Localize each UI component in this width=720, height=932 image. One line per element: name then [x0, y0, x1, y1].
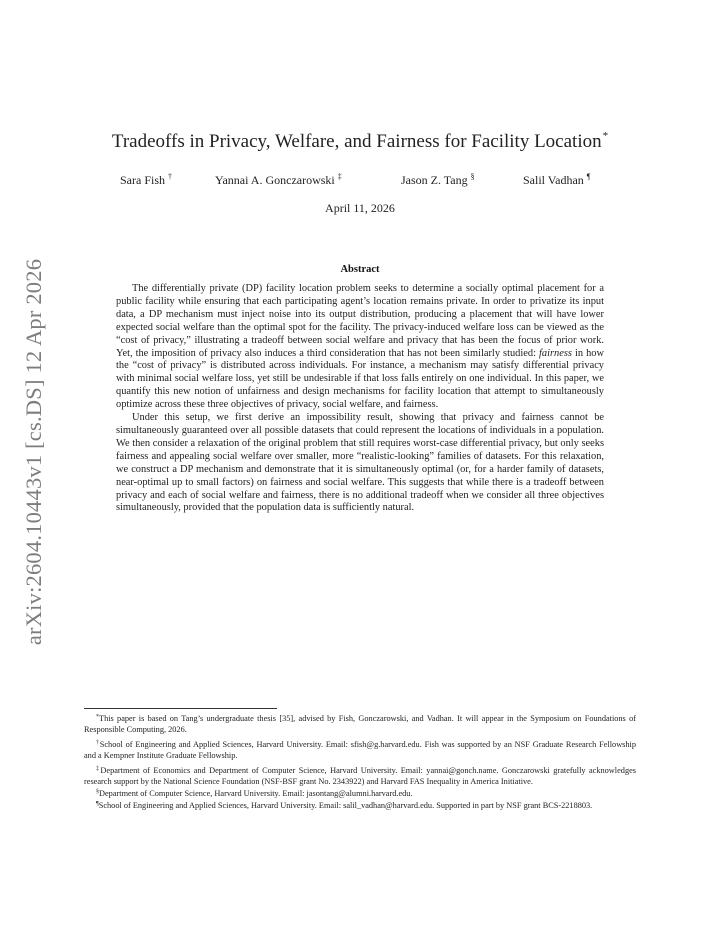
author-list	[0, 172, 720, 190]
author	[523, 172, 590, 188]
author-name: Salil Vadhan	[523, 173, 584, 187]
footnote-text: School of Engineering and Applied Sciences, Harvard University. Email: sfish@g.harvard.edu. Fish was supported by an NSF Graduate Research Fellowship and a Kempner Institute Graduate Fellowship.	[84, 740, 637, 760]
footnote	[84, 712, 636, 735]
author-name: Jason Z. Tang	[401, 173, 468, 187]
abstract-body	[116, 283, 604, 515]
author-mark: ¶	[586, 172, 591, 181]
abstract-heading: Abstract	[340, 264, 380, 275]
footnote-mark: §	[96, 789, 99, 795]
title-text: Tradeoffs in Privacy, Welfare, and Fairness for Facility Location	[111, 131, 602, 152]
paper-title	[0, 130, 720, 153]
abstract-paragraph	[116, 283, 604, 412]
abstract-emphasis: fairness	[539, 347, 572, 359]
footnote	[84, 764, 636, 787]
footnote-mark: *	[96, 714, 99, 720]
footnote-text: School of Engineering and Applied Sciences, Harvard University. Email: salil_vadhan@harvard.edu. Supported in part by NSF grant BCS-2218803.	[98, 801, 593, 810]
author	[215, 172, 342, 188]
footnote-text: Department of Computer Science, Harvard University. Email: jasontang@alumni.harvard.edu.	[99, 789, 413, 798]
author-mark: †	[168, 172, 172, 181]
footnotes	[84, 712, 636, 811]
abstract-paragraph: Under this setup, we first derive an impossibility result, showing that privacy and fairness cannot be simultaneously guaranteed over all possible datasets that could represent the locations of individuals in a population. We then consider a relaxation of the original problem that still requires worst-case differential privacy, but only seeks fairness and appealing social welfare over smaller, more “realistic-looking” families of datasets. For this relaxation, we construct a DP mechanism and demonstrate that it is simultaneously optimal (or, for a harder family of datasets, near-optimal up to small factors) on fairness and social welfare. This suggests that while there is a tradeoff between privacy and each of social welfare and fairness, there is no additional tradeoff when we consider all three objectives simultaneously, provided that the population data is sufficiently natural.	[116, 412, 604, 514]
author-name: Sara Fish	[120, 173, 165, 187]
author-mark: ‡	[337, 172, 342, 181]
abstract-text: in how the “cost of privacy” is distributed across individuals. For instance, a mechanism may satisfy differential privacy with minimal social welfare loss, yet still be undesirable if that loss falls entirely on one individual. In this paper, we quantify this new notion of unfairness and design mechanisms for facility location that attempt to simultaneously optimize across these three objectives of privacy, social welfare, and fairness.	[116, 347, 604, 411]
footnote-text: This paper is based on Tang’s undergraduate thesis [35], advised by Fish, Gonczarowski, and Vadhan. It will appear in the Symposium on Foundations of Responsible Computing, 2026.	[84, 714, 636, 734]
footnote	[84, 738, 636, 761]
author	[401, 172, 475, 188]
footnote-mark: †	[96, 740, 100, 746]
footnote	[84, 799, 636, 811]
footnote-mark: ‡	[96, 766, 101, 772]
author	[120, 172, 172, 188]
arxiv-id: arXiv:2604.10443v1 [cs.DS] 12 Apr 2026	[21, 258, 46, 646]
abstract-text: The differentially private (DP) facility location problem seeks to determine a socially optimal placement for a public facility while ensuring that each participating agent’s location remains private. In order to privatize its input data, a DP mechanism must inject noise into its output distribution, producing a placement that will have lower expected social welfare than the optimal spot for the facility. The privacy-induced welfare loss can be viewed as the “cost of privacy,” illustrating a tradeoff between social welfare and privacy that has been the focus of prior work. Yet, the imposition of privacy also induces a third consideration that has not been similarly studied:	[116, 283, 604, 359]
paper-date: April 11, 2026	[325, 201, 395, 215]
footnote-rule	[84, 708, 277, 709]
footnote	[84, 787, 636, 799]
author-name: Yannai A. Gonczarowski	[215, 173, 335, 187]
author-mark: §	[470, 172, 475, 181]
footnote-text: Department of Economics and Department of Computer Science, Harvard University. Email: yannai@gonch.name. Gonczarowski gratefully acknowledges research support by the National Science Foundation (NSF-BSF grant No. 2343922) and Harvard FAS Inequality in America Initiative.	[84, 766, 636, 786]
footnote-mark: ¶	[96, 801, 99, 807]
title-footnote-mark: *	[602, 130, 609, 142]
